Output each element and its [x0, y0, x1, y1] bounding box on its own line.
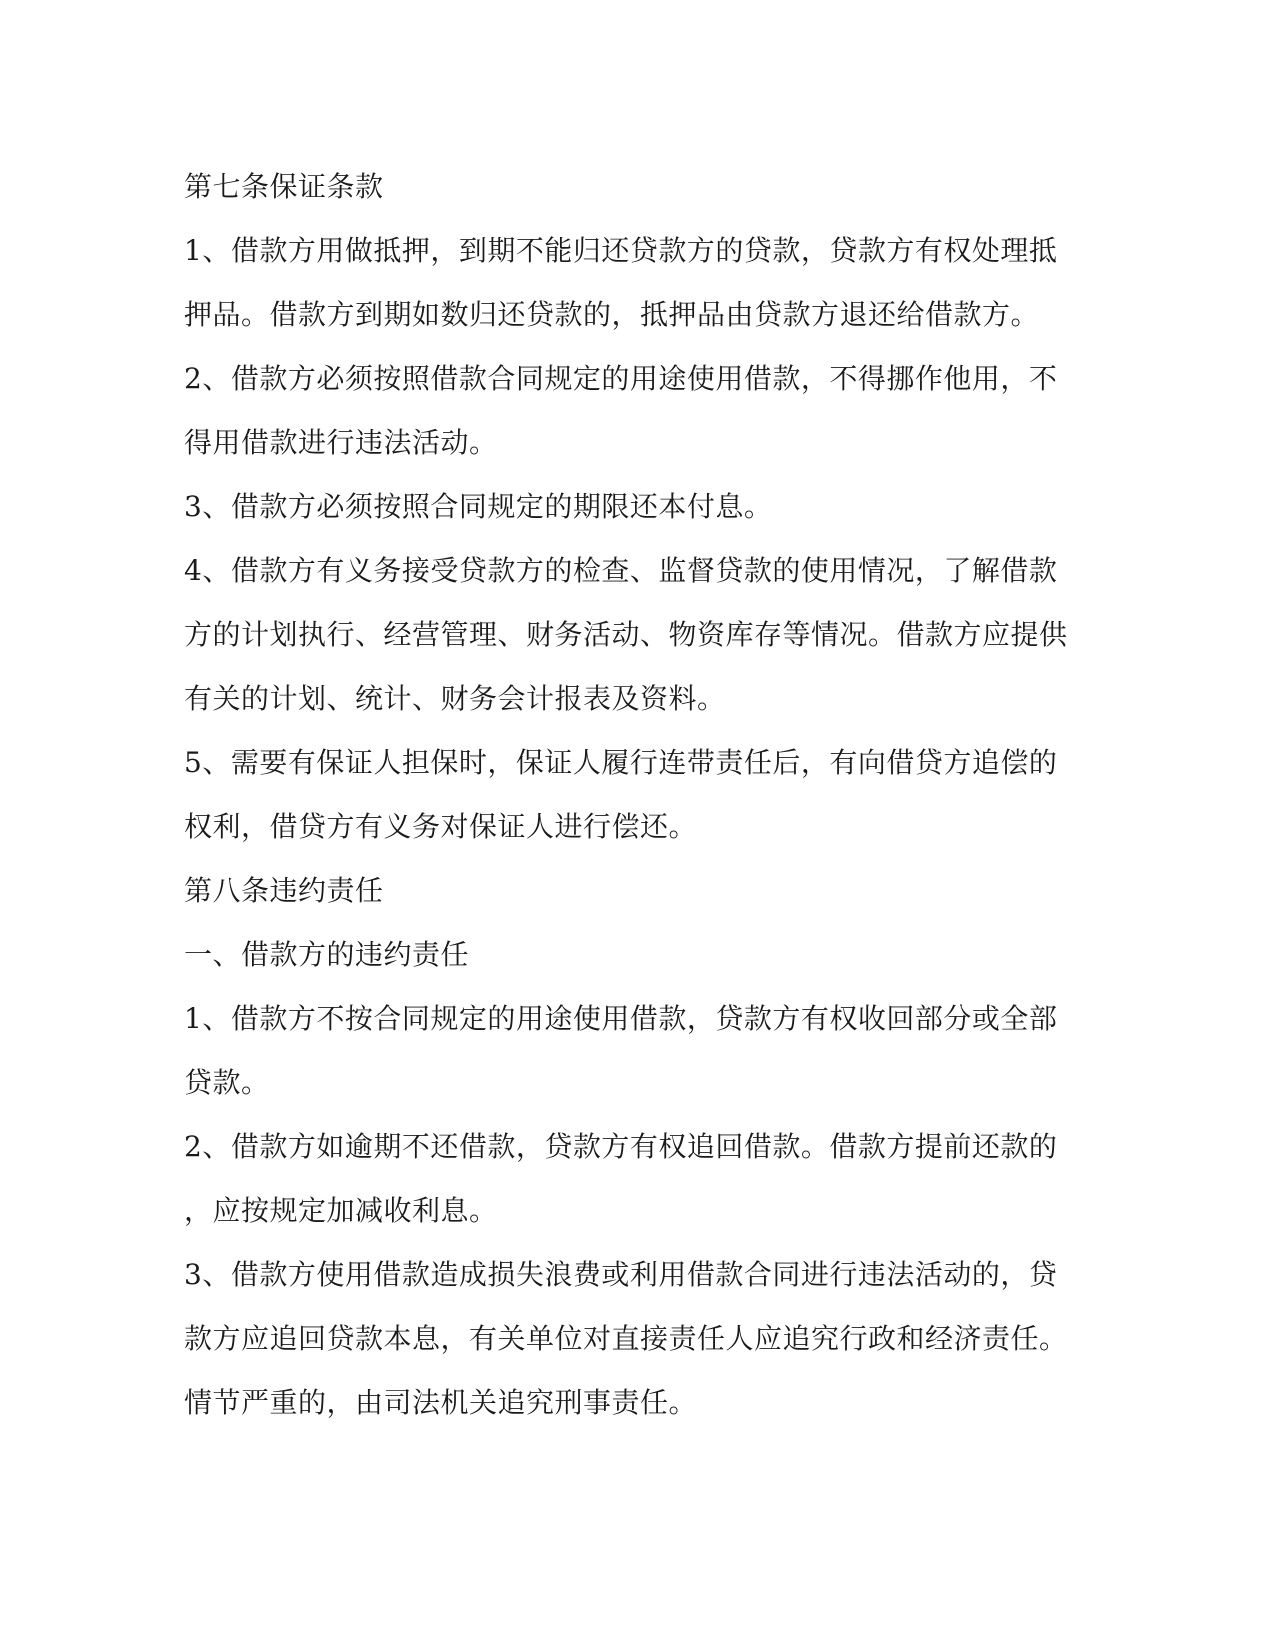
section-heading-7: 第七条保证条款 — [184, 170, 384, 203]
paragraph-line: 款方应追回贷款本息，有关单位对直接责任人应追究行政和经济责任。 — [184, 1322, 1068, 1355]
paragraph-line: 情节严重的，由司法机关追究刑事责任。 — [184, 1386, 698, 1419]
paragraph-line: 方的计划执行、经营管理、财务活动、物资库存等情况。借款方应提供 — [184, 618, 1068, 651]
paragraph-line: 3、借款方必须按照合同规定的期限还本付息。 — [184, 490, 773, 523]
paragraph-line: ，应按规定加减收利息。 — [184, 1194, 498, 1227]
section-heading-8: 第八条违约责任 — [184, 874, 384, 907]
paragraph-line: 有关的计划、统计、财务会计报表及资料。 — [184, 682, 726, 715]
paragraph-line: 2、借款方如逾期不还借款，贷款方有权追回借款。借款方提前还款的 — [184, 1130, 1058, 1163]
paragraph-line: 押品。借款方到期如数归还贷款的，抵押品由贷款方退还给借款方。 — [184, 298, 1040, 331]
paragraph-line: 得用借款进行违法活动。 — [184, 426, 498, 459]
paragraph-line: 1、借款方不按合同规定的用途使用借款，贷款方有权收回部分或全部 — [184, 1002, 1058, 1035]
paragraph-line: 3、借款方使用借款造成损失浪费或利用借款合同进行违法活动的，贷 — [184, 1258, 1058, 1291]
paragraph-line: 4、借款方有义务接受贷款方的检查、监督贷款的使用情况，了解借款 — [184, 554, 1058, 587]
paragraph-line: 2、借款方必须按照借款合同规定的用途使用借款，不得挪作他用，不 — [184, 362, 1058, 395]
document-body — [184, 155, 1084, 1435]
paragraph-line: 贷款。 — [184, 1066, 270, 1099]
subsection-heading: 一、借款方的违约责任 — [184, 938, 470, 971]
paragraph-line: 1、借款方用做抵押，到期不能归还贷款方的贷款，贷款方有权处理抵 — [184, 234, 1058, 267]
paragraph-line: 权利，借贷方有义务对保证人进行偿还。 — [184, 810, 698, 843]
paragraph-line: 5、需要有保证人担保时，保证人履行连带责任后，有向借贷方追偿的 — [184, 746, 1058, 779]
